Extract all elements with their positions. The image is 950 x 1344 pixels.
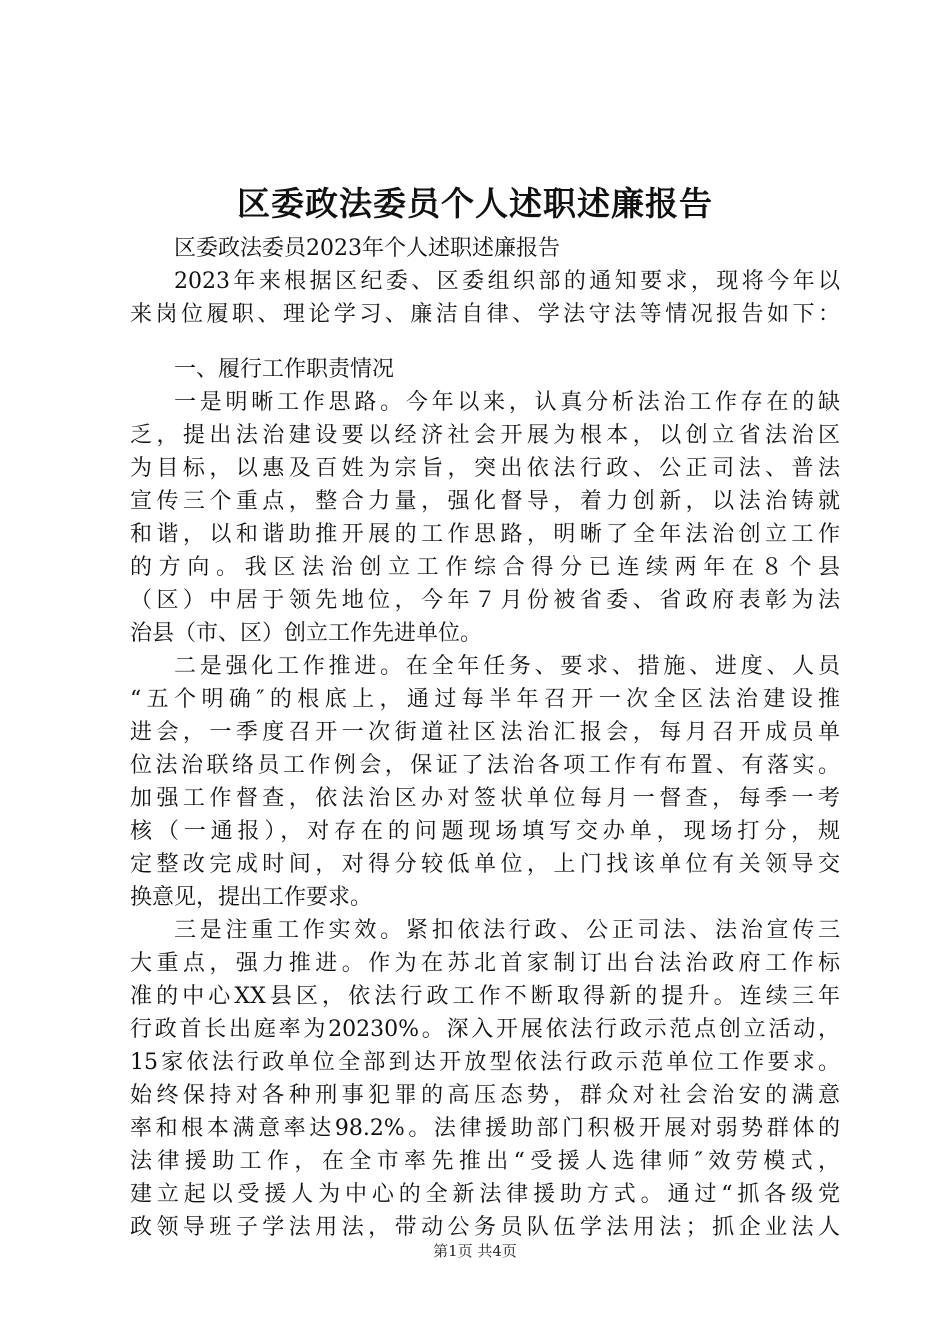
text-line: （区）中居于领先地位，今年７月份被省委、省政府表彰为法 (130, 588, 840, 613)
text-line: 位法治联络员工作例会，保证了法治各项工作有布置、有落实。 (130, 753, 840, 778)
text-line: 换意见，提出工作要求。 (130, 885, 373, 910)
text-line: 三是注重工作实效。紧扣依法行政、公正司法、法治宣传三 (174, 918, 840, 943)
text-line: 15家依法行政单位全部到达开放型依法行政示范单位工作要求。 (130, 1050, 840, 1075)
text-line: 核（一通报），对存在的问题现场填写交办单，现场打分，规 (130, 819, 840, 844)
text-line: 一是明晰工作思路。今年以来，认真分析法治工作存在的缺 (174, 390, 840, 415)
page-footer: 第1页 共4页 (433, 1242, 517, 1260)
text-line: 率和根本满意率达98.2%。法律援助部门积极开展对弱势群体的 (130, 1116, 840, 1141)
text-line: 加强工作督查，依法治区办对签状单位每月一督查，每季一考 (130, 786, 840, 811)
text-line: 法律援助工作，在全市率先推出“受援人选律师″效劳模式， (130, 1149, 840, 1174)
text-line: 定整改完成时间，对得分较低单位，上门找该单位有关领导交 (130, 852, 840, 877)
text-line: 行政首长出庭率为20230%。深入开展依法行政示范点创立活动， (130, 1017, 840, 1042)
text-line: 政领导班子学法用法，带动公务员队伍学法用法；抓企业法人 (130, 1215, 840, 1240)
text-line: 乏，提出法治建设要以经济社会开展为根本，以创立省法治区 (130, 423, 840, 448)
text-line: 宣传三个重点，整合力量，强化督导，着力创新，以法治铸就 (130, 489, 840, 514)
paragraph-gap (130, 331, 840, 353)
text-line: 2023年来根据区纪委、区委组织部的通知要求，现将今年以 (174, 269, 840, 294)
text-line: 来岗位履职、理论学习、廉洁自律、学法守法等情况报告如下： (130, 302, 840, 327)
text-line: 的方向。我区法治创立工作综合得分已连续两年在８个县 (130, 555, 840, 580)
text-line: 进会，一季度召开一次街道社区法治汇报会，每月召开成员单 (130, 720, 840, 745)
text-line: 和谐，以和谐助推开展的工作思路，明晰了全年法治创立工作 (130, 522, 840, 547)
text-line: 二是强化工作推进。在全年任务、要求、措施、进度、人员 (174, 654, 840, 679)
document-body (130, 232, 840, 1244)
text-line: 准的中心XX县区，依法行政工作不断取得新的提升。连续三年 (130, 984, 840, 1009)
text-line: 一、履行工作职责情况 (174, 357, 395, 382)
text-line: “五个明确″的根底上，通过每半年召开一次全区法治建设推 (130, 687, 840, 712)
text-line: 始终保持对各种刑事犯罪的高压态势，群众对社会治安的满意 (130, 1083, 840, 1108)
text-line: 为目标，以惠及百姓为宗旨，突出依法行政、公正司法、普法 (130, 456, 840, 481)
document-title: 区委政法委员个人述职述廉报告 (237, 184, 713, 223)
text-line: 大重点，强力推进。作为在苏北首家制订出台法治政府工作标 (130, 951, 840, 976)
text-line: 建立起以受援人为中心的全新法律援助方式。通过“抓各级党 (130, 1182, 840, 1207)
text-line: 区委政法委员2023年个人述职述廉报告 (174, 236, 560, 261)
text-line: 治县（市、区）创立工作先进单位。 (130, 621, 483, 646)
